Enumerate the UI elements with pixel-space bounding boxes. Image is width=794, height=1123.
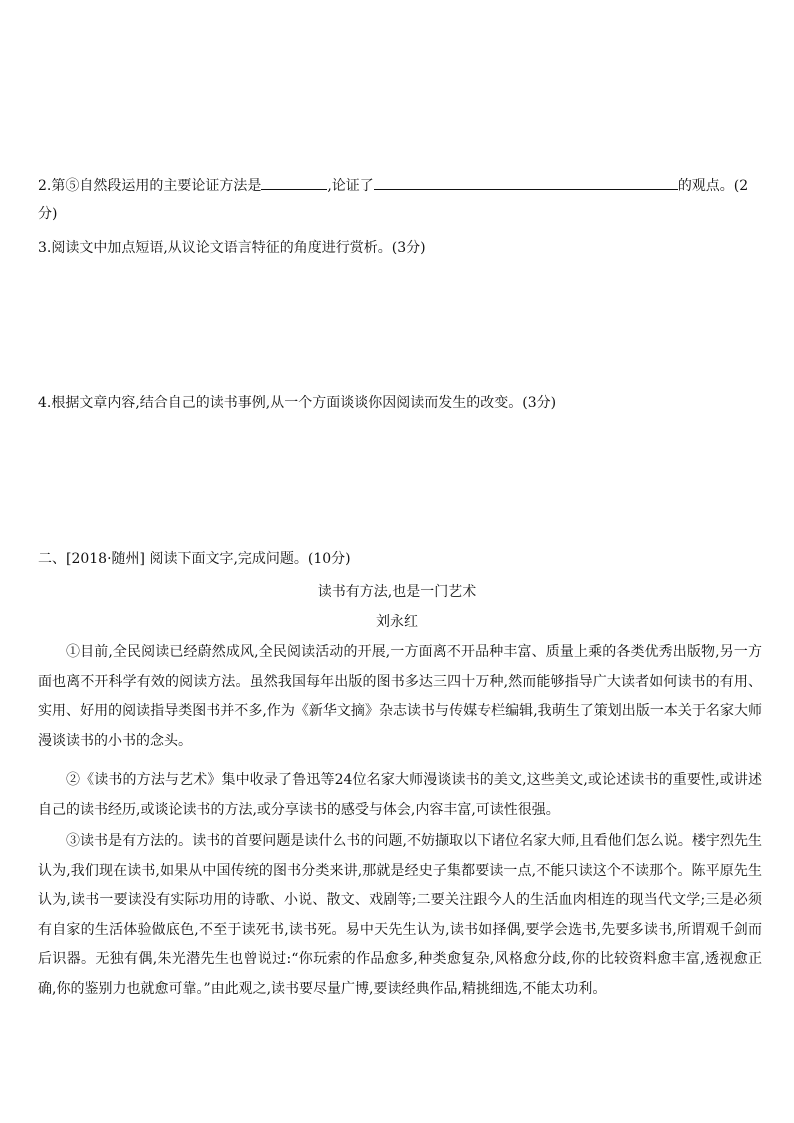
question-2 (38, 172, 762, 228)
article-paragraph-3: ③读书是有方法的。读书的首要问题是读什么书的问题,不妨撷取以下诸位名家大师,且看他们怎么说。楼宇烈先生认为,我们现在读书,如果从中国传统的图书分类来讲,那就是经史子集都要读一点,不能只读这个不读那个。陈平原先生认为,读书一要读没有实际功用的诗歌、小说、散文、戏剧等;二要关注跟今人的生活血肉相连的现当代文学;三是必须有自家的生活体验做底色,不至于读死书,读书死。易中天先生认为,读书如择偶,要学会选书,先要多读书,所谓观千剑而后识器。无独有偶,朱光潜先生也曾说过:“你玩索的作品愈多,种类愈复杂,风格愈分歧,你的比较资料愈丰富,透视愈正确,你的鉴别力也就愈可靠。”由此观之,读书要尽量广博,要读经典作品,精挑细选,不能太功利。 (38, 833, 762, 997)
article-title: 读书有方法,也是一门艺术 (317, 584, 477, 600)
question-2-middle: ,论证了 (327, 178, 374, 194)
question-2-prefix: 2.第⑤自然段运用的主要论证方法是 (38, 178, 262, 194)
section-2-heading: 二、[2018·随州] 阅读下面文字,完成问题。(10分) (38, 551, 351, 567)
question-2-suffix: 的观点。(2分) (38, 178, 749, 222)
answer-blank-method[interactable] (261, 174, 327, 190)
question-4: 4.根据文章内容,结合自己的读书事例,从一个方面谈谈你因阅读而发生的改变。(3分) (38, 395, 557, 411)
article-author: 刘永红 (376, 614, 418, 630)
answer-blank-viewpoint[interactable] (374, 174, 678, 190)
article-paragraph-2: ②《读书的方法与艺术》集中收录了鲁迅等24位名家大师漫谈读书的美文,这些美文,或论述读书的重要性,或讲述自己的读书经历,或谈论读书的方法,或分享读书的感受与体会,内容丰富,可读性很强。 (38, 772, 762, 818)
article-paragraph-1: ①目前,全民阅读已经蔚然成风,全民阅读活动的开展,一方面离不开品种丰富、质量上乘的各类优秀出版物,另一方面也离不开科学有效的阅读方法。虽然我国每年出版的图书多达三四十万种,然而能够指导广大读者如何读书的有用、实用、好用的阅读指导类图书并不多,作为《新华文摘》杂志读书与传媒专栏编辑,我萌生了策划出版一本关于名家大师漫谈读书的小书的念头。 (38, 644, 762, 749)
question-3: 3.阅读文中加点短语,从议论文语言特征的角度进行赏析。(3分) (38, 240, 426, 256)
